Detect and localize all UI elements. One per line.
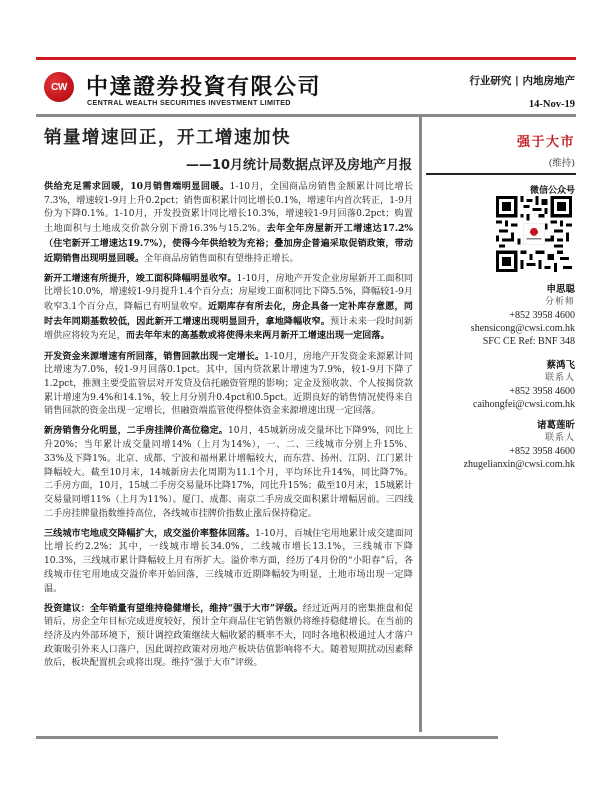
paragraph-text: 预计未来一段时间新增供应将较为充足， [44,316,413,342]
body-paragraph [44,350,413,420]
logo-text: CW [51,81,67,93]
contact-phone: +852 3958 4600 [509,386,575,397]
paragraph-highlight: 去年全年房屋新开工增速达17.2%（住宅新开工增速达19.7%），使得今年供给较为充裕；叠加房企普遍采取促销政策，带动近期销售出现明显回暖。 [44,223,413,264]
header-red-rule [36,57,576,60]
contact-liaison-1 [473,359,575,411]
contact-phone: +852 3958 4600 [509,310,575,321]
contact-role: 联系人 [544,373,575,383]
qr-code-icon[interactable] [496,196,572,272]
contact-role: 分析师 [544,297,575,307]
contact-email[interactable]: shensicong@cwsi.com.hk [470,323,575,334]
paragraph-text: 经过近两月的密集推盘和促销后，房企全年目标完成进度较好，预计全年商品住宅销售额仍将维持稳健增长。在当前的经济及内外部环境下，预计调控政策继续大幅收紧的概率不大，同时各地积极通过人才落户政策吸引外来人口落户，因此调控政策对房地产板块估值影响将不大。随着短期扰动因素释放后，板块配置机会或将出现。维持“强于大市”评级。 [44,603,413,669]
contact-email[interactable]: zhugelianxin@cwsi.com.hk [463,459,575,470]
paragraph-highlight: 开发资金来源增速有所回落，销售回款出现一定增长。 [44,350,265,362]
paragraph-highlight: 投资建议：全年销量有望维持稳健增长，维持“强于大市”评级。 [44,602,303,614]
rating-label: 强于大市 [516,135,575,150]
paragraph-text: 1-10月，房地产开发企业房屋新开工面积同比增长10.0%，增速较1-9月提升1.4个百分点；房屋竣工面积同比下降5.5%，降幅较1-9月收窄3.1个百分点，降幅已有明显收窄。 [44,273,413,313]
paragraph-highlight: 近期库存有所去化，房企具备一定补库存意愿，同时去年同期基数较低，因此新开工增速出现明显回升，拿地降幅收窄。 [44,301,413,327]
paragraph-text: 1-10月，房地产开发资金来源累计同比增速为7.0%，较1-9月回落0.1pct。其中，国内贷款累计增速为7.9%，较1-9月下降了1.2pct，推测主要受监管层对开发贷及信托融资管理的影响；定金及预收款、个人按揭贷款累计增速为9.4%和14.1%，较上月分别升0.4pct和0.5pct。近期良好的销售情况使得来自销售回款的资金出现一定增长，但融资端监管使得整体资金来源增速出现一定回落。 [44,351,413,417]
contact-ref: SFC CE Ref: BNF 348 [482,336,575,347]
paragraph-highlight: 新房销售分化明显，二手房挂牌价高位稳定。 [44,425,228,437]
sidebar-rule [426,173,576,175]
report-title: 销量增速回正，开工增速加快 [44,128,291,148]
body-paragraph [44,180,413,266]
contact-name: 诸葛莲昕 [536,420,575,431]
report-date: 14-Nov-19 [528,99,575,110]
column-divider [419,116,422,732]
body-paragraph [44,602,413,672]
footer-divider [36,736,498,739]
wechat-label: 微信公众号 [529,186,575,196]
company-name-cn: 中達證券投資有限公司 [86,75,322,100]
rating-status: (维持) [548,158,575,169]
paragraph-highlight: 新开工增速有所提升，竣工面积降幅明显收窄。 [44,272,237,284]
paragraph-text: 10月，45城新房成交量环比下降9%，同比上升20%；当年累计成交量同增14%（上月为14%），一、二、三线城市分别上升15%、33%及下降1%。北京、成都、宁波和福州累计增幅较大，而东营、扬州、江阴、江门累计降幅较大。截至10月末，14城新房去化周期为11.1个月，平均环比升14%，同比降7%。二手房方面，10月，15城二手房交易量环比降17%，同比升15%；截至10月末，15城累计交易量同增11%（上月为11%）。厦门、成都、南京二手房成交面积累计增幅居前。三四线二手房挂牌量指数维持高位，各线城市挂牌价指数止涨后保持稳定。 [44,426,413,519]
contact-phone: +852 3958 4600 [509,446,575,457]
report-body [44,180,413,677]
paragraph-text: 全年商品房销售面积有望维持正增长。 [144,253,299,264]
paragraph-highlight: 而去年年末的高基数或将使得未来两月新开工增速出现一定回落。 [125,330,390,342]
paragraph-highlight: 三线城市宅地成交降幅扩大，成交溢价率整体回落。 [44,527,255,539]
contact-analyst [471,283,575,348]
contact-name: 申思聪 [546,284,575,295]
company-name-en: CENTRAL WEALTH SECURITIES INVESTMENT LIMITED [87,98,291,107]
contact-liaison-2 [464,419,575,471]
contact-name: 蔡鸿飞 [546,360,575,371]
report-section: 行业研究 | 内地房地产 [469,75,575,87]
paragraph-text: 1-10月，百城住宅用地累计成交建面同比增长约2.2%；其中，一线城市增长34.0%，二线城市增长13.1%，三线城市下降10.3%，三线城市累计降幅较上月有所扩大。溢价率方面，经历了4月份的“小阳春”后，各线城市住宅用地成交溢价率开始回落，三线城市近期降幅较为明显，土地市场出现一定降温。 [44,528,413,594]
body-paragraph [44,424,413,521]
body-paragraph [44,272,413,345]
paragraph-highlight: 供给充足需求回暖，10月销售端明显回暖。 [44,181,230,192]
contact-email[interactable]: caihongfei@cwsi.com.hk [473,399,575,410]
company-logo-icon [44,72,74,102]
paragraph-text: 1-10月，全国商品房销售金额累计同比增长7.3%，增速较1-9月上升0.2pct；销售面积累计同比增长0.1%，增速年内首次转正，1-9月份为下降0.1%。1-10月，开发投资累计同比增长10.3%，增速较1-9月回落0.2pct；购置土地面积与土地成交价款分别下滑16.3%与15.2%。 [44,182,414,235]
body-paragraph [44,527,413,597]
contact-role: 联系人 [544,433,575,443]
report-subtitle: ——10月统计局数据点评及房地产月报 [185,158,412,173]
header-divider [36,114,576,117]
